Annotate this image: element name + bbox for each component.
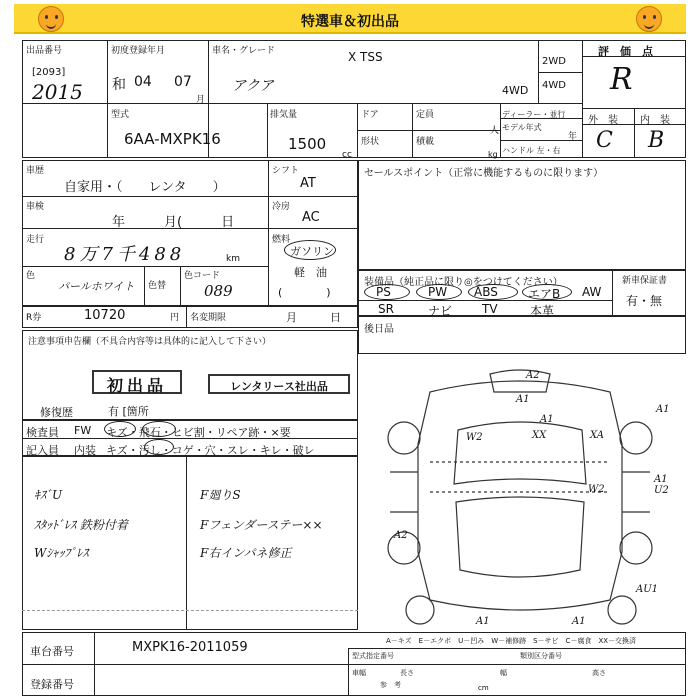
name-label: 車名・グレード	[212, 46, 276, 56]
mileage-label: 走行	[26, 235, 45, 245]
exterior-grade: C	[596, 128, 613, 153]
damage-label: XX	[532, 430, 547, 441]
equip-airbag: エアB	[528, 287, 561, 301]
shift-value: AT	[300, 176, 316, 191]
rental-stamp: レンタリース社出品	[208, 374, 350, 394]
legend: A－キズ E－エクボ U－凹み W－補修跡 S－サビ C－腐食 XX－交換済	[386, 637, 637, 645]
history-value: 自家用・（ レンタ ）	[64, 180, 226, 195]
fuel-other: ( )	[278, 286, 331, 299]
notes-label: 注意事項申告欄（不具合内容等は具体的に記入して下さい）	[28, 337, 272, 347]
damage-label: A1	[476, 616, 490, 627]
equip-sr: SR	[378, 302, 394, 316]
inspect-value: 年 月( 日	[112, 215, 235, 230]
mileage-value: 8万7千488	[64, 244, 186, 265]
equip-leather: 本革	[530, 304, 555, 318]
equip-label: 装備品（純正品に限り◎をつけてください）	[364, 277, 563, 288]
model-year-label: モデル年式	[502, 123, 542, 132]
score-value: R	[610, 62, 633, 97]
drive-4wd: 4WD	[542, 80, 566, 91]
footer-class-label: 類別区分番号	[520, 652, 562, 660]
warranty-value: 有・無	[626, 294, 663, 308]
reg-number-label: 登録番号	[30, 678, 74, 691]
first-listing-stamp: 初出品	[92, 370, 182, 394]
rear-items-section	[358, 316, 686, 354]
grade: X TSS	[348, 50, 383, 64]
footer-wd-label: 幅	[500, 669, 507, 677]
year-unit: 年	[568, 132, 578, 142]
equip-pw: PW	[428, 285, 448, 299]
rear-label: 後日品	[364, 324, 394, 335]
remark-left-2: ｽﾀｯﾄﾞﾚｽ 鉄粉付着	[34, 518, 128, 532]
yen-unit: 円	[170, 313, 180, 323]
remark-left-3: Wｼｬｯﾌﾟﾚｽ	[34, 546, 89, 560]
damage-label: AU1	[636, 584, 659, 595]
type-label: 型式	[111, 110, 130, 120]
model-code: 6AA-MXPK16	[124, 130, 221, 148]
reg-month: 07	[174, 74, 192, 90]
km-unit: km	[226, 254, 240, 264]
era: 和	[112, 77, 126, 93]
damage-label: W2	[588, 484, 605, 495]
history-label: 車歴	[26, 166, 45, 176]
remarks-section	[22, 456, 358, 630]
car-diagram	[360, 352, 686, 628]
damage-label: A2	[526, 370, 540, 381]
damage-label: A1	[656, 404, 670, 415]
equip-navi: ナビ	[428, 304, 453, 318]
door-label: ドア	[361, 110, 379, 120]
banner	[14, 4, 686, 34]
fw-items: キズ・飛石・ヒビ割・リペア跡・×要	[106, 426, 291, 439]
damage-label: A1	[572, 616, 586, 627]
shift-label: シフト	[272, 166, 300, 176]
circle-mark	[104, 421, 136, 437]
dealer-label: ディーラー・並行	[502, 110, 566, 119]
score-label: 評 価 点	[598, 45, 653, 58]
equip-tv: TV	[482, 302, 498, 316]
displacement: 1500	[288, 135, 327, 153]
footer-type-label: 型式指定番号	[352, 652, 394, 660]
damage-label: A1 U2	[654, 474, 669, 496]
r-label: R券	[26, 313, 42, 323]
damage-label: A1	[540, 414, 554, 425]
sales-label: セールスポイント（正常に機能するものに限ります）	[364, 168, 604, 179]
ac-value: AC	[302, 210, 320, 225]
footer-width-label: 車幅	[352, 669, 366, 677]
disp-label: 排気量	[270, 110, 298, 120]
remark-right-2: Fフェンダーステー××	[200, 518, 323, 532]
damage-label: W2	[466, 432, 483, 443]
interior-label: 内装	[74, 444, 96, 457]
interior-grade: B	[648, 128, 665, 153]
damage-label: A2	[394, 530, 408, 541]
meigi-value: 月 日	[286, 311, 341, 324]
handle-label: ハンドル 左・右	[502, 146, 561, 155]
equip-abs: ABS	[474, 285, 498, 299]
lot-number: 2015	[32, 80, 83, 104]
load-label: 積載	[416, 137, 435, 147]
cap-label: 定員	[416, 110, 435, 120]
shape-label: 形状	[361, 137, 380, 147]
fuel-diesel: 軽 油	[294, 266, 327, 279]
lot-small: [2093]	[32, 67, 66, 78]
drive-2wd: 2WD	[542, 56, 566, 67]
meigi-label: 名変期限	[190, 313, 227, 323]
month-unit: 月	[196, 95, 206, 105]
equip-ps: PS	[376, 285, 391, 299]
remark-left-1: ｷｽﾞU	[34, 488, 63, 502]
mascot-icon	[636, 6, 662, 32]
chassis-label: 車台番号	[30, 645, 74, 658]
cm-unit: cm	[478, 684, 489, 692]
ac-label: 冷房	[272, 202, 291, 212]
r-value: 10720	[84, 308, 126, 323]
inspector-label: 検査員	[26, 426, 59, 439]
remark-right-1: F廻りS	[200, 488, 241, 502]
writer-label: 記入員	[26, 444, 59, 457]
fuel-label: 燃料	[272, 235, 291, 245]
repair-value: 有 [箇所	[108, 405, 149, 418]
interior-items: キズ・汚し・コゲ・穴・スレ・キレ・破レ	[106, 444, 315, 457]
remark-right-3: F右インパネ修正	[200, 546, 292, 560]
color-label: 色	[26, 271, 36, 281]
disp-unit: cc	[342, 150, 352, 160]
fw-label: FW	[74, 424, 92, 437]
footer-length-label: 長さ	[400, 669, 414, 677]
load-unit: kg	[488, 150, 498, 159]
chassis-number: MXPK16-2011059	[132, 640, 248, 655]
inspect-label: 車検	[26, 202, 45, 212]
color-code: 089	[204, 282, 233, 300]
footer-height-label: 高さ	[592, 669, 606, 677]
lot-label: 出品番号	[26, 46, 63, 56]
warranty-label: 新車保証書	[622, 276, 668, 286]
int-label: 内 装	[640, 115, 670, 126]
reg-year: 04	[134, 74, 152, 90]
fuel-gas: ガソリン	[290, 245, 334, 258]
footer-ref: 参 考	[380, 681, 401, 689]
repair-label: 修復歴	[40, 406, 73, 419]
banner-title: 特選車＆初出品	[301, 14, 399, 30]
reg-label: 初度登録年月	[111, 46, 166, 56]
color-value: パールホワイト	[58, 280, 135, 293]
cap-unit: 人	[490, 126, 500, 136]
car-name: アクア	[232, 78, 274, 94]
equip-aw: AW	[582, 285, 602, 299]
circle-mark	[142, 421, 176, 437]
drive: 4WD	[502, 84, 529, 97]
ext-label: 外 装	[588, 115, 618, 126]
circle-mark	[144, 439, 174, 455]
hue-label: 色替	[148, 281, 167, 291]
code-label: 色コード	[184, 271, 221, 281]
damage-label: XA	[590, 430, 604, 441]
damage-label: A1	[516, 394, 530, 405]
